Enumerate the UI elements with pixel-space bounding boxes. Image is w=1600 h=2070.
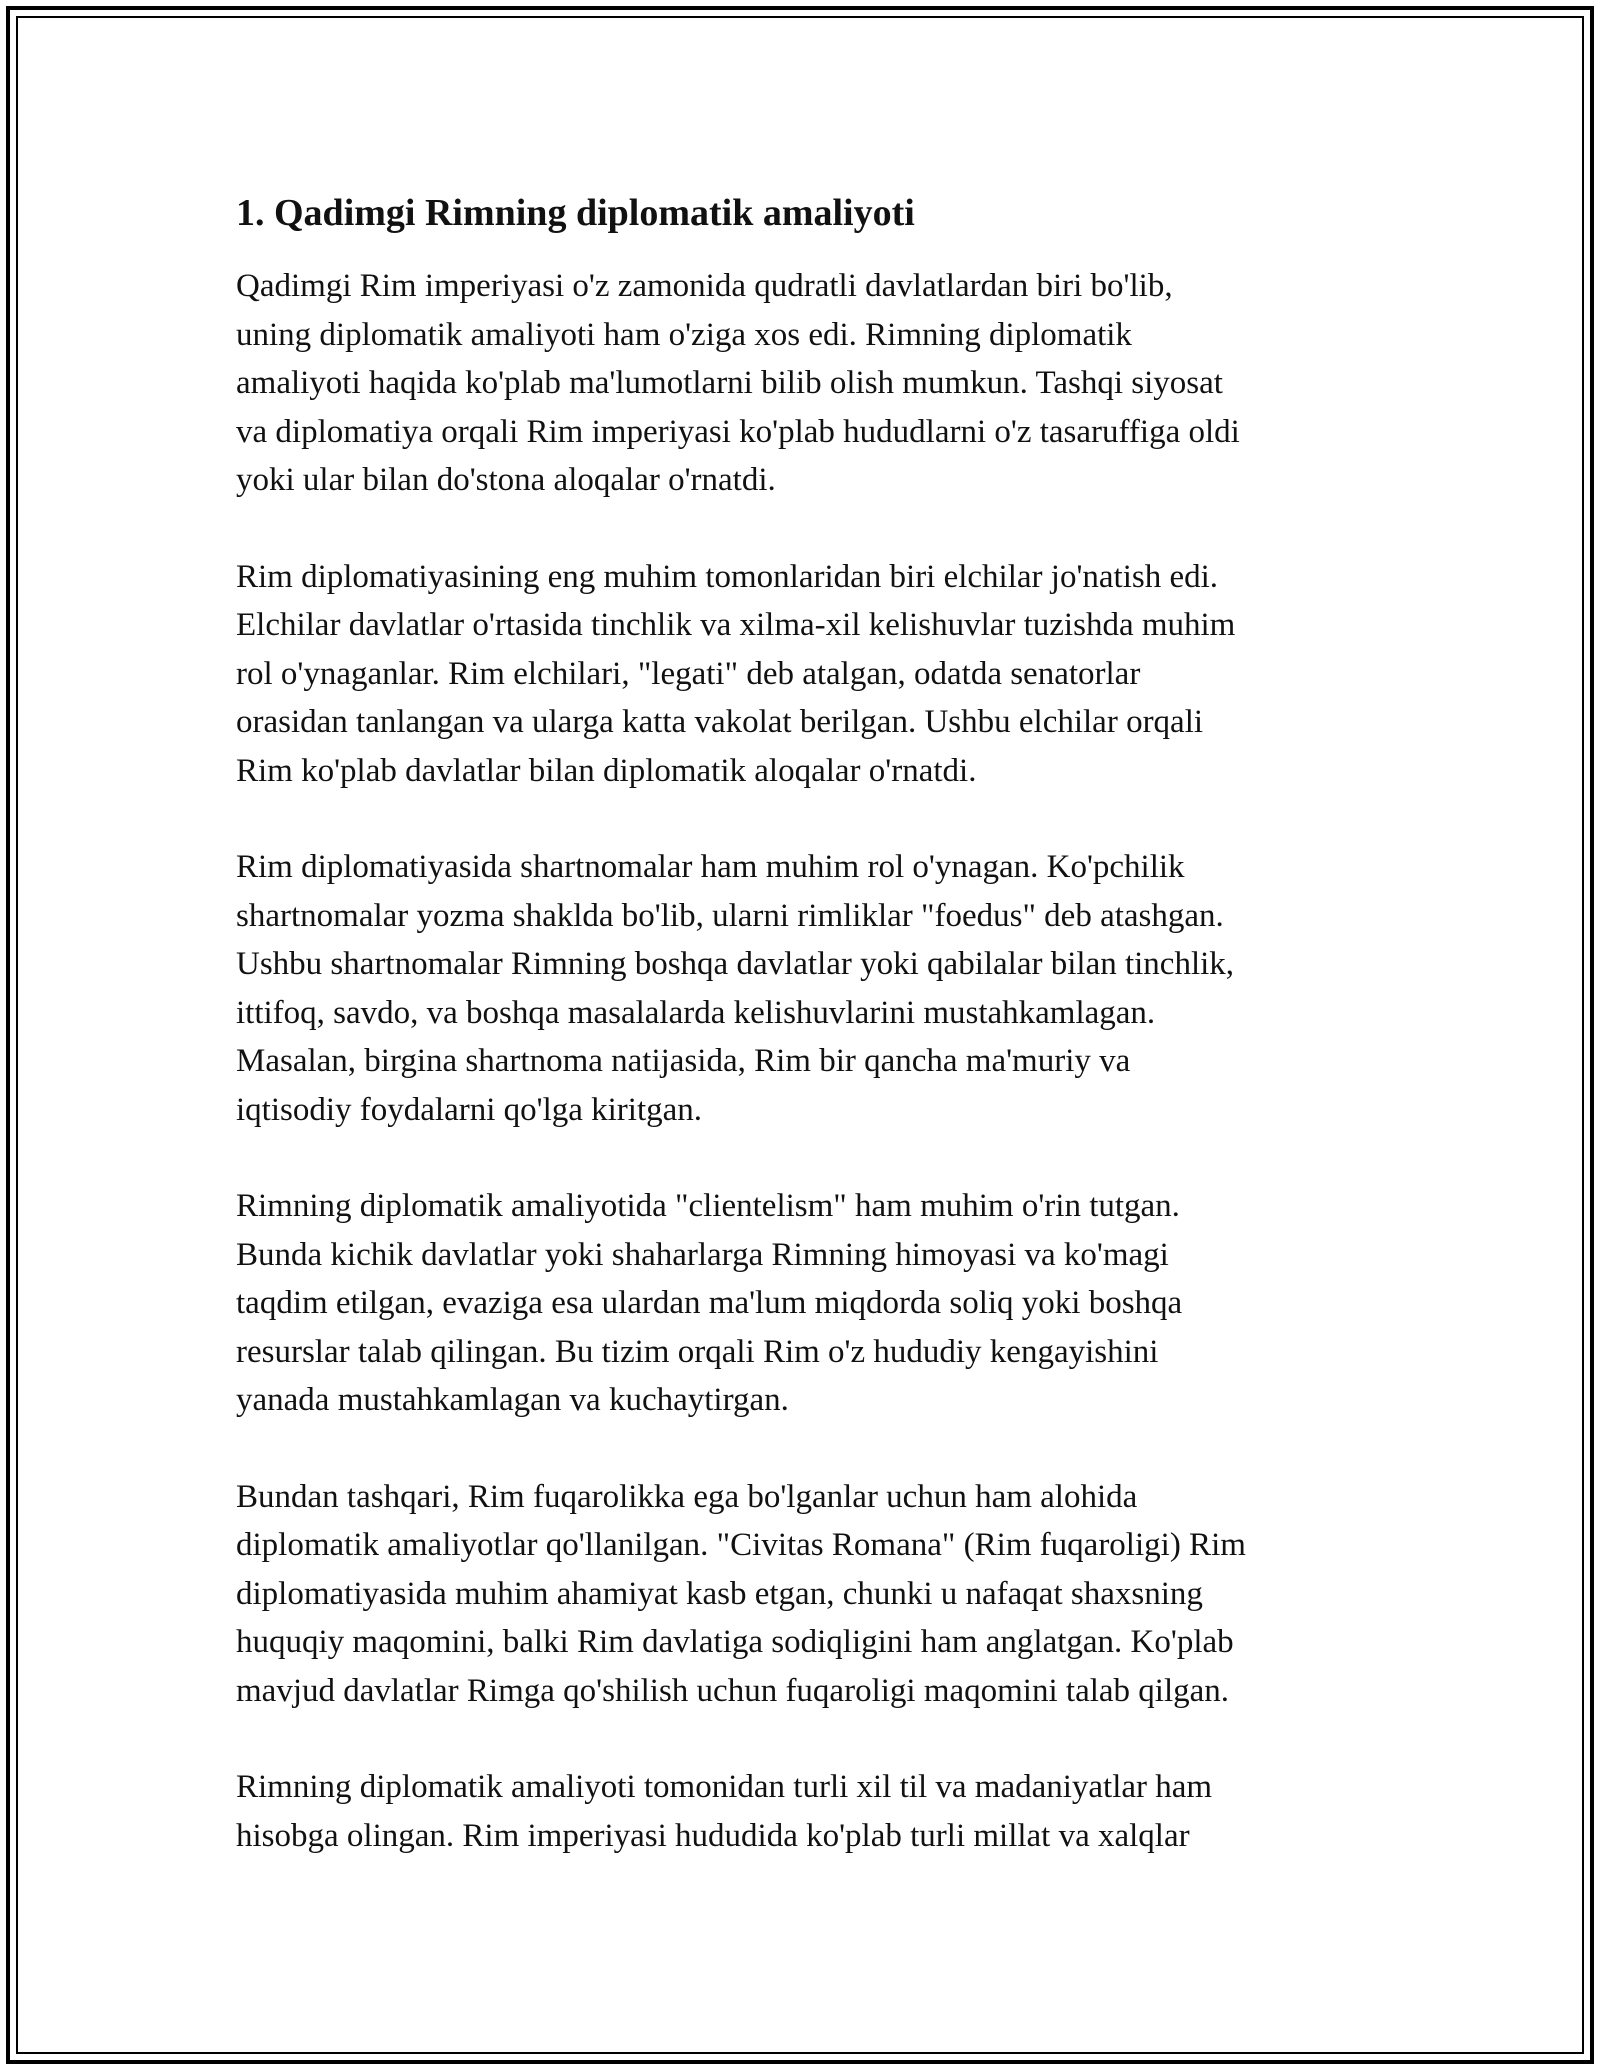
paragraph-5: Bundan tashqari, Rim fuqarolikka ega bo'lganlar uchun ham alohida diplomatik amaliyotlar qo'llanilgan. "Civitas Romana" (Rim fuqaroligi) Rim diplomatiyasida muhim ahamiyat kasb etgan, chunki u nafaqat shaxsning huquqiy maqomini, balki Rim davlatiga sodiqligini ham anglatgan. Ko'plab mavjud davlatlar Rimga qo'shilish uchun fuqaroligi maqomini talab qilgan.	[236, 1478, 1246, 1709]
paragraph-3: Rim diplomatiyasida shartnomalar ham muhim rol o'ynagan. Ko'pchilik shartnomalar yozma shaklda bo'lib, ularni rimliklar "foedus" deb atashgan. Ushbu shartnomalar Rimning boshqa davlatlar yoki qabilalar bilan tinchlik, ittifoq, savdo, va boshqa masalalarda kelishuvlarini mustahkamlagan. Masalan, birgina shartnoma natijasida, Rim bir qancha ma'muriy va iqtisodiy foydalarni qo'lga kiritgan.	[236, 849, 1235, 1128]
paragraph-4: Rimning diplomatik amaliyotida "clientelism" ham muhim o'rin tutgan. Bunda kichik davlatlar yoki shaharlarga Rimning himoyasi va ko'magi taqdim etilgan, evaziga esa ulardan ma'lum miqdorda soliq yoki boshqa resurslar talab qilingan. Bu tizim orqali Rim o'z hududiy kengayishini yanada mustahkamlagan va kuchaytirgan.	[236, 1188, 1183, 1418]
section-title: 1. Qadimgi Rimning diplomatik amaliyoti	[236, 192, 915, 234]
paragraph-2: Rim diplomatiyasining eng muhim tomonlaridan biri elchilar jo'natish edi. Elchilar davlatlar o'rtasida tinchlik va xilma-xil kelishuvlar tuzishda muhim rol o'ynaganlar. Rim elchilari, "legati" deb atalgan, odatda senatorlar orasidan tanlangan va ularga katta vakolat berilgan. Ushbu elchilar orqali Rim ko'plab davlatlar bilan diplomatik aloqalar o'rnatdi.	[236, 558, 1236, 789]
paragraph-6: Rimning diplomatik amaliyoti tomonidan turli xil til va madaniyatlar ham hisobga olingan. Rim imperiyasi hududida ko'plab turli millat va xalqlar	[236, 1769, 1213, 1854]
document-body	[236, 186, 1376, 1908]
paragraph-1: Qadimgi Rim imperiyasi o'z zamonida qudratli davlatlardan biri bo'lib, uning diplomatik amaliyoti ham o'ziga xos edi. Rimning diplomatik amaliyoti haqida ko'plab ma'lumotlarni bilib olish mumkun. Tashqi siyosat va diplomatiya orqali Rim imperiyasi ko'plab hududlarni o'z tasaruffiga oldi yoki ular bilan do'stona aloqalar o'rnatdi.	[236, 268, 1240, 498]
